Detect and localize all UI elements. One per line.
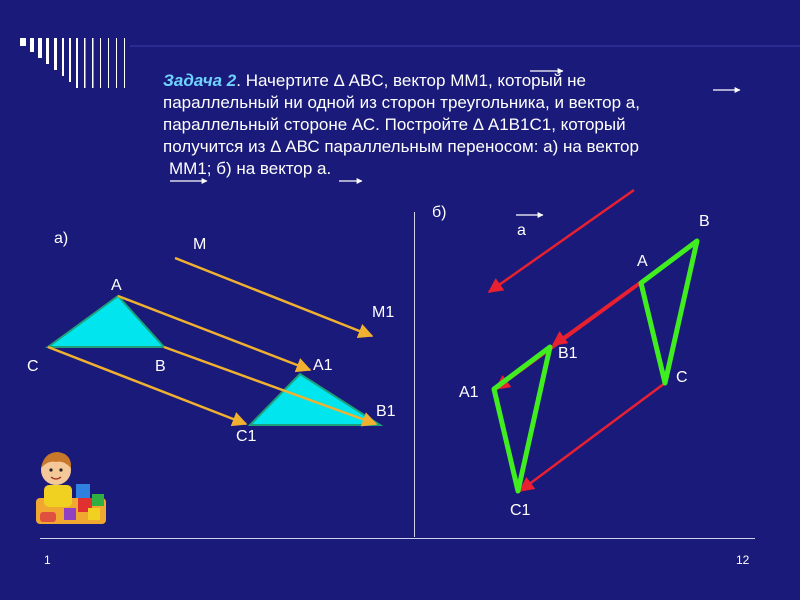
footer-line [40, 538, 755, 539]
point-a-label: A [111, 277, 122, 294]
point-m1-label: M1 [372, 304, 395, 321]
page-number: 12 [736, 553, 750, 567]
task-line-5: MM1; б) на вектор а. [169, 159, 332, 178]
point-a1-label: A1 [313, 357, 333, 374]
point-b-label: B [155, 358, 166, 375]
point-b1-label-b: B1 [558, 345, 578, 362]
point-c-label-b: C [676, 369, 688, 386]
footer-left-number: 1 [44, 553, 51, 567]
task-line-3: параллельный стороне АС. Постройте Δ А1В1С1, который [163, 115, 626, 134]
task-line-1-text: . Начертите Δ ABC, вектор MM1, который не [236, 71, 586, 90]
vector-a-label: а [517, 222, 526, 239]
task-line-2: параллельный ни одной из сторон треугольника, и вектор а, [163, 93, 640, 112]
task-line-4: получится из Δ АВС параллельным переносом: а) на вектор [163, 137, 639, 156]
panel-a-label: а) [54, 230, 69, 247]
point-a1-label-b: A1 [459, 384, 479, 401]
point-c1-label-b: C1 [510, 502, 531, 519]
panel-b-label: б) [432, 204, 447, 221]
point-m-label: M [193, 236, 207, 253]
point-c-label: C [27, 358, 39, 375]
point-c1-label: C1 [236, 428, 257, 445]
point-a-label-b: A [637, 253, 648, 270]
point-b-label-b: B [699, 213, 710, 230]
task-label: Задача 2 [163, 71, 237, 90]
point-b1-label: B1 [376, 403, 396, 420]
